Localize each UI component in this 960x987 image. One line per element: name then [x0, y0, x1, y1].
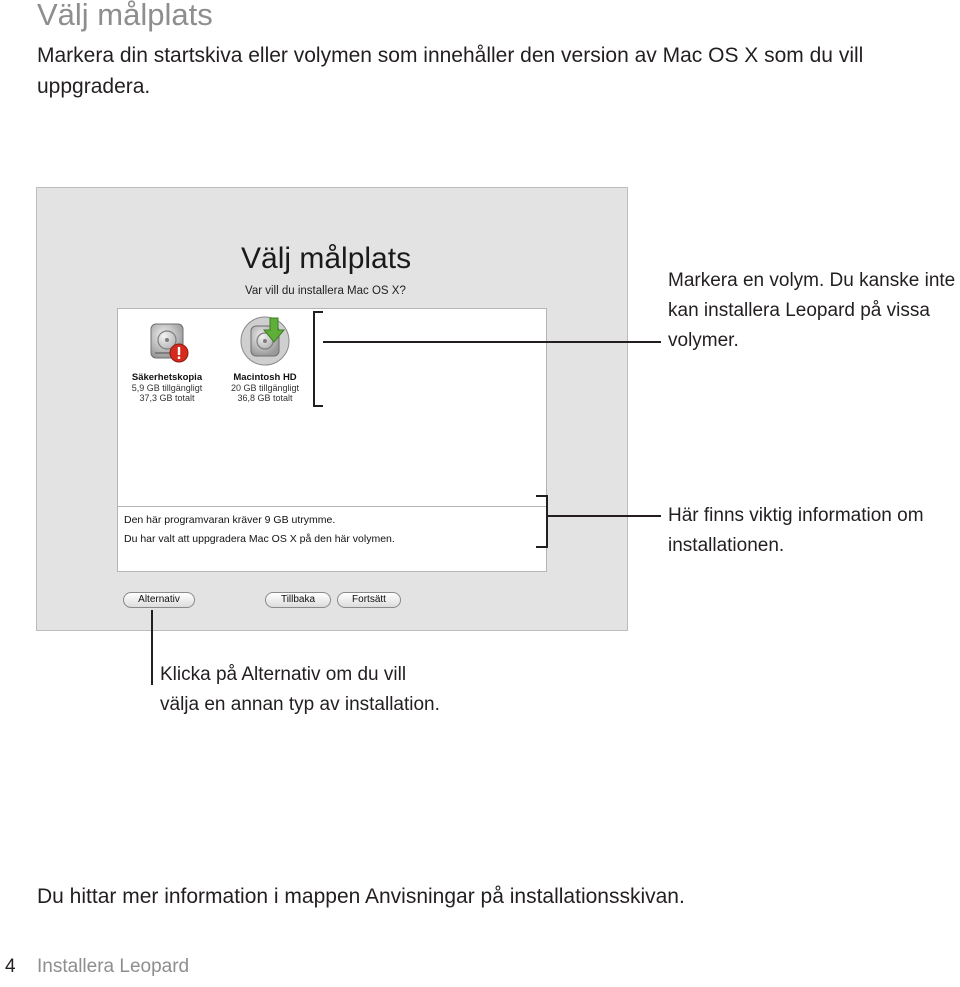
volume-bracket-bottom	[313, 405, 323, 407]
installer-title: Välj målplats	[241, 242, 412, 275]
volume-name: Säkerhetskopia	[131, 372, 203, 383]
volume-callout-line	[323, 341, 661, 343]
info-bracket-bottom	[536, 546, 546, 548]
info-line: Den här programvaran kräver 9 GB utrymme.	[124, 514, 336, 526]
panel-divider	[117, 506, 547, 507]
hard-drive-icon	[240, 316, 290, 366]
running-head: Installera Leopard	[37, 956, 190, 977]
volume-bracket-top	[313, 311, 323, 313]
volume-name: Macintosh HD	[233, 372, 297, 383]
volume-item-backup[interactable]	[122, 316, 212, 403]
page-heading: Välj målplats	[37, 0, 213, 32]
callout-options: Klicka på Alternativ om du vill välja en annan typ av installation.	[160, 664, 440, 715]
volume-total: 37,3 GB totalt	[139, 393, 195, 403]
options-callout-line	[151, 610, 153, 685]
continue-button[interactable]: Fortsätt	[337, 592, 401, 608]
options-button[interactable]: Alternativ	[123, 592, 195, 608]
volume-available: 20 GB tillgängligt	[230, 383, 300, 393]
volume-available: 5,9 GB tillgängligt	[131, 383, 203, 393]
hard-drive-icon	[142, 316, 192, 366]
installer-subtitle: Var vill du installera Mac OS X?	[245, 285, 406, 297]
back-button[interactable]: Tillbaka	[265, 592, 331, 608]
footer-info: Du hittar mer information i mappen Anvisningar på installationsskivan.	[37, 885, 685, 908]
page-number: 4	[5, 956, 16, 977]
callout-info: Här finns viktig information om installationen.	[668, 505, 924, 556]
info-callout-line	[548, 515, 661, 517]
volume-total: 36,8 GB totalt	[237, 393, 293, 403]
installer-screenshot	[36, 187, 628, 631]
volume-item-macintosh-hd[interactable]	[220, 316, 310, 403]
info-bracket-top	[536, 495, 546, 497]
callout-volumes: Markera en volym. Du kanske inte kan installera Leopard på vissa volymer.	[668, 270, 956, 351]
info-line: Du har valt att uppgradera Mac OS X på den här volymen.	[124, 533, 395, 545]
volume-bracket	[313, 311, 315, 407]
info-bracket	[546, 495, 548, 548]
intro-paragraph: Markera din startskiva eller volymen som innehåller den version av Mac OS X som du vill uppgradera.	[37, 44, 864, 98]
